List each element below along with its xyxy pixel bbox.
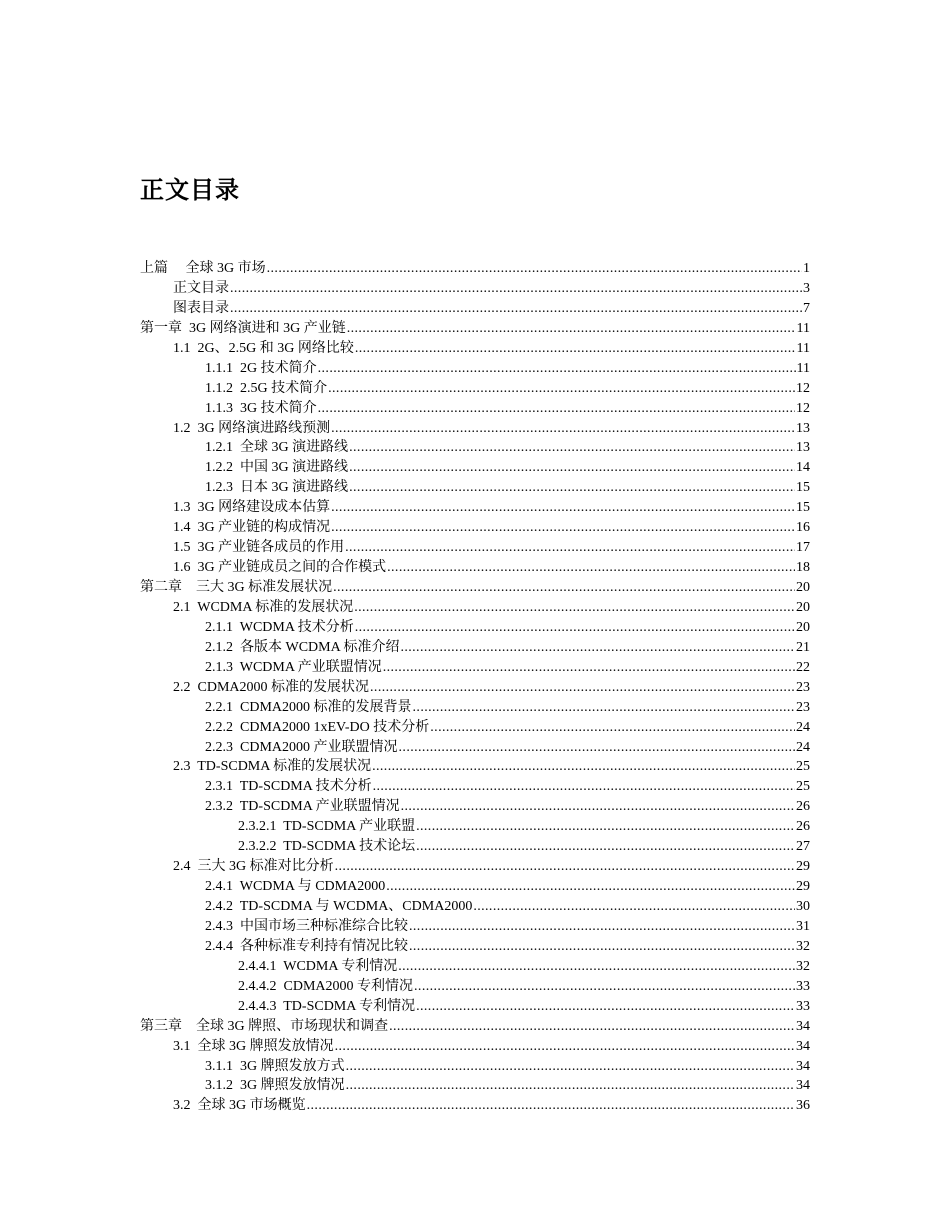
toc-entry-title: 3.1.1 3G 牌照发放方式 [205, 1058, 345, 1074]
toc-entry[interactable] [140, 438, 810, 458]
toc-entry[interactable] [140, 777, 810, 797]
toc-entry-page-number: 20 [796, 619, 810, 635]
dot-leader [400, 638, 795, 658]
toc-entry-title: 1.1 2G、2.5G 和 3G 网络比较 [173, 340, 354, 356]
dot-leader [413, 698, 795, 718]
dot-leader [345, 538, 795, 558]
dot-leader [346, 1076, 795, 1096]
toc-entry-page-number: 12 [796, 400, 810, 416]
toc-entry-page-number: 26 [796, 819, 810, 835]
toc-entry-page-number: 31 [796, 918, 810, 934]
dot-leader [386, 877, 795, 897]
dot-leader [355, 339, 796, 359]
toc-entry-title: 1.2.1 全球 3G 演进路线 [205, 440, 349, 456]
toc-entry-page-number: 34 [796, 1038, 810, 1054]
toc-entry[interactable] [140, 797, 810, 817]
toc-entry-title: 1.5 3G 产业链各成员的作用 [173, 540, 345, 556]
toc-entry-page-number: 25 [796, 759, 810, 775]
dot-leader [331, 518, 795, 538]
toc-entry-title: 2.3.2 TD-SCDMA 产业联盟情况 [205, 799, 400, 815]
toc-entry[interactable] [140, 518, 810, 538]
toc-entry-page-number: 34 [796, 1078, 810, 1094]
dot-leader [347, 319, 796, 339]
toc-entry[interactable] [140, 598, 810, 618]
toc-entry[interactable] [140, 558, 810, 578]
dot-leader [409, 937, 795, 957]
toc-entry-title: 2.3.2.2 TD-SCDMA 技术论坛 [238, 839, 416, 855]
toc-entry-page-number: 13 [796, 420, 810, 436]
dot-leader [372, 757, 795, 777]
toc-entry-page-number: 15 [796, 480, 810, 496]
toc-entry[interactable] [140, 458, 810, 478]
toc-entry-page-number: 11 [796, 340, 810, 356]
toc-entry-title: 1.1.2 2.5G 技术简介 [205, 380, 328, 396]
toc-entry-page-number: 33 [796, 978, 810, 994]
toc-entry[interactable] [140, 279, 810, 299]
toc-entry-page-number: 29 [796, 879, 810, 895]
toc-entry-title: 正文目录 [173, 280, 229, 296]
dot-leader [328, 379, 795, 399]
toc-entry[interactable] [140, 419, 810, 439]
toc-entry[interactable] [140, 997, 810, 1017]
dot-leader [401, 797, 795, 817]
toc-entry-title: 1.2.3 日本 3G 演进路线 [205, 480, 349, 496]
toc-entry-title: 2.3.1 TD-SCDMA 技术分析 [205, 779, 372, 795]
toc-entry[interactable] [140, 817, 810, 837]
toc-entry[interactable] [140, 698, 810, 718]
dot-leader [346, 1057, 795, 1077]
toc-entry[interactable] [140, 299, 810, 319]
dot-leader [331, 419, 795, 439]
toc-entry-page-number: 11 [796, 360, 810, 376]
toc-entry[interactable] [140, 1057, 810, 1077]
toc-entry-title: 3.1.2 3G 牌照发放情况 [205, 1078, 345, 1094]
toc-entry[interactable] [140, 638, 810, 658]
toc-entry[interactable] [140, 718, 810, 738]
dot-leader [373, 777, 795, 797]
toc-entry[interactable] [140, 658, 810, 678]
toc-entry-title: 图表目录 [173, 300, 229, 316]
dot-leader [416, 817, 795, 837]
toc-entry-page-number: 23 [796, 679, 810, 695]
toc-entry-page-number: 15 [796, 500, 810, 516]
toc-entry-title: 2.4.4.2 CDMA2000 专利情况 [238, 978, 414, 994]
dot-leader [307, 1096, 795, 1116]
toc-entry-title: 1.1.3 3G 技术简介 [205, 400, 317, 416]
dot-leader [331, 498, 795, 518]
toc-entry-page-number: 26 [796, 799, 810, 815]
dot-leader [399, 738, 795, 758]
toc-entry[interactable] [140, 319, 810, 339]
toc-entry-page-number: 17 [796, 540, 810, 556]
dot-leader [335, 857, 795, 877]
toc-entry[interactable] [140, 259, 810, 279]
toc-entry-page-number: 29 [796, 859, 810, 875]
dot-leader [398, 957, 795, 977]
toc-entry[interactable] [140, 618, 810, 638]
toc-entry-title: 2.2 CDMA2000 标准的发展状况 [173, 679, 370, 695]
dot-leader [230, 299, 802, 319]
toc-entry[interactable] [140, 957, 810, 977]
toc-entry-title: 2.3 TD-SCDMA 标准的发展状况 [173, 759, 372, 775]
dot-leader [430, 718, 795, 738]
toc-entry[interactable] [140, 738, 810, 758]
toc-entry-page-number: 30 [796, 899, 810, 914]
toc-entry-title: 1.1.1 2G 技术简介 [205, 360, 317, 376]
toc-entry-page-number: 20 [796, 580, 810, 595]
toc-entry-title: 2.4.2 TD-SCDMA 与 WCDMA、CDMA2000 [205, 899, 473, 914]
toc-entry-title: 2.2.3 CDMA2000 产业联盟情况 [205, 739, 398, 755]
toc-entry-page-number: 23 [796, 699, 810, 715]
toc-entry[interactable] [140, 937, 810, 957]
toc-entry[interactable] [140, 678, 810, 698]
toc-entry-page-number: 3 [803, 280, 810, 296]
toc-entry-title: 2.2.1 CDMA2000 标准的发展背景 [205, 699, 412, 715]
dot-leader [267, 259, 802, 279]
toc-entry[interactable] [140, 977, 810, 997]
dot-leader [409, 917, 795, 937]
toc-entry[interactable] [140, 1037, 810, 1057]
dot-leader [349, 458, 795, 478]
dot-leader [354, 598, 795, 618]
toc-entry-page-number: 14 [796, 460, 810, 476]
toc-entry-title: 3.1 全球 3G 牌照发放情况 [173, 1038, 334, 1054]
toc-entry-title: 2.4 三大 3G 标准对比分析 [173, 859, 334, 875]
toc-entry-page-number: 24 [796, 719, 810, 735]
dot-leader [349, 438, 795, 458]
toc-entry-title: 2.4.1 WCDMA 与 CDMA2000 [205, 879, 386, 895]
toc-entry-page-number: 20 [796, 599, 810, 615]
dot-leader [389, 1017, 795, 1037]
dot-leader [473, 897, 795, 917]
toc-entry[interactable] [140, 1017, 810, 1037]
toc-entry-page-number: 34 [796, 1058, 810, 1074]
toc-entry-page-number: 7 [803, 300, 810, 316]
dot-leader [387, 558, 795, 578]
dot-leader [349, 478, 795, 498]
toc-entry[interactable] [140, 877, 810, 897]
toc-entry-page-number: 32 [796, 958, 810, 974]
dot-leader [370, 678, 795, 698]
toc-entry-title: 1.2 3G 网络演进路线预测 [173, 420, 331, 436]
toc-entry-title: 2.1.2 各版本 WCDMA 标准介绍 [205, 639, 400, 655]
toc-entry[interactable] [140, 399, 810, 419]
toc-entry[interactable] [140, 917, 810, 937]
toc-entry-page-number: 33 [796, 998, 810, 1014]
toc-entry-title: 2.4.3 中国市场三种标准综合比较 [205, 918, 408, 934]
toc-entry-page-number: 16 [796, 520, 810, 536]
toc-entry-page-number: 25 [796, 779, 810, 795]
toc-entry[interactable] [140, 857, 810, 877]
dot-leader [333, 578, 795, 598]
dot-leader [230, 279, 802, 299]
toc-entry[interactable] [140, 837, 810, 857]
toc-entry-title: 2.2.2 CDMA2000 1xEV-DO 技术分析 [205, 719, 430, 735]
toc-entry-title: 上篇 全球 3G 市场 [140, 261, 266, 276]
toc-entry-title: 1.2.2 中国 3G 演进路线 [205, 460, 349, 476]
toc-entry-title: 2.4.4.1 WCDMA 专利情况 [238, 958, 398, 974]
toc-entry-page-number: 34 [796, 1018, 810, 1034]
toc-entry[interactable] [140, 538, 810, 558]
dot-leader [416, 997, 795, 1017]
toc-entry[interactable] [140, 339, 810, 359]
toc-entry[interactable] [140, 1076, 810, 1096]
toc-entry-page-number: 1 [803, 261, 810, 276]
page-title: 正文目录 [140, 176, 240, 204]
toc-entry-page-number: 11 [796, 320, 810, 336]
toc-entry-title: 1.4 3G 产业链的构成情况 [173, 520, 331, 536]
toc-entry-page-number: 18 [796, 560, 810, 576]
toc-entry-page-number: 21 [796, 639, 810, 655]
dot-leader [318, 399, 795, 419]
dot-leader [355, 618, 795, 638]
toc-entry-title: 3.2 全球 3G 市场概览 [173, 1098, 306, 1114]
toc-entry-page-number: 27 [796, 839, 810, 855]
toc-entry-title: 第二章 三大 3G 标准发展状况 [140, 580, 333, 595]
toc-entry[interactable] [140, 379, 810, 399]
toc-entry[interactable] [140, 498, 810, 518]
toc-entry-title: 2.4.4 各种标准专利持有情况比较 [205, 938, 408, 954]
toc-entry[interactable] [140, 478, 810, 498]
toc-entry-page-number: 22 [796, 659, 810, 675]
toc-entry[interactable] [140, 1096, 810, 1116]
dot-leader [383, 658, 795, 678]
toc-entry[interactable] [140, 578, 810, 598]
table-of-contents [140, 259, 810, 1116]
dot-leader [414, 977, 795, 997]
toc-entry-page-number: 13 [796, 440, 810, 456]
dot-leader [416, 837, 795, 857]
toc-entry[interactable] [140, 359, 810, 379]
dot-leader [318, 359, 796, 379]
toc-entry-title: 1.6 3G 产业链成员之间的合作模式 [173, 560, 387, 576]
toc-entry-title: 第一章 3G 网络演进和 3G 产业链 [140, 320, 346, 336]
toc-entry[interactable] [140, 897, 810, 917]
toc-entry-title: 2.1 WCDMA 标准的发展状况 [173, 599, 354, 615]
toc-entry-page-number: 24 [796, 739, 810, 755]
toc-entry-title: 2.1.1 WCDMA 技术分析 [205, 619, 354, 635]
toc-entry-page-number: 12 [796, 380, 810, 396]
toc-entry-title: 2.1.3 WCDMA 产业联盟情况 [205, 659, 382, 675]
toc-entry-title: 2.3.2.1 TD-SCDMA 产业联盟 [238, 819, 416, 835]
toc-entry[interactable] [140, 757, 810, 777]
toc-entry-page-number: 32 [796, 938, 810, 954]
toc-entry-title: 第三章 全球 3G 牌照、市场现状和调查 [140, 1018, 389, 1034]
toc-entry-title: 2.4.4.3 TD-SCDMA 专利情况 [238, 998, 416, 1014]
toc-entry-page-number: 36 [796, 1098, 810, 1114]
toc-entry-title: 1.3 3G 网络建设成本估算 [173, 500, 331, 516]
dot-leader [335, 1037, 795, 1057]
